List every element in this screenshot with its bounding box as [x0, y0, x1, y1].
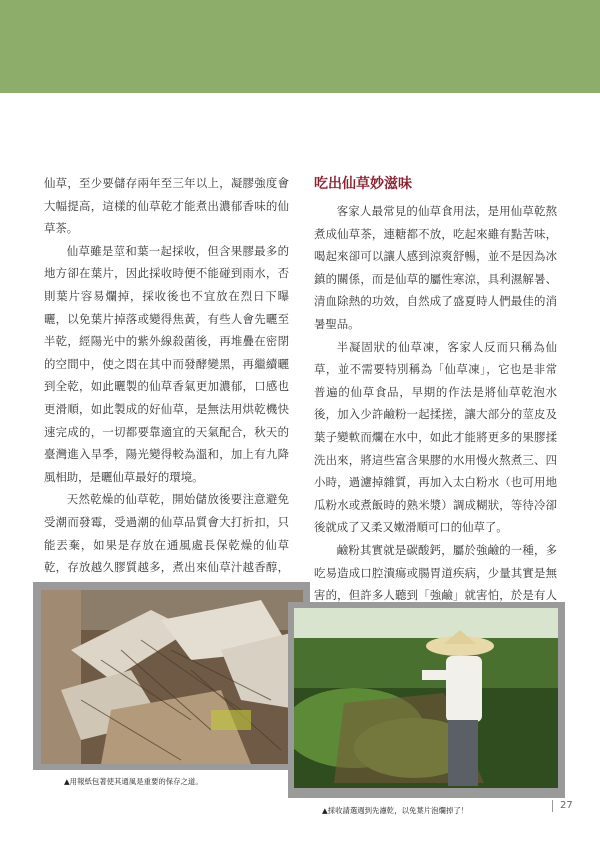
right-column — [314, 200, 557, 629]
farmer-in-field-photo — [294, 608, 558, 788]
header-band — [0, 0, 600, 93]
paragraph: 半凝固狀的仙草凍，客家人反而只稱為仙草，並不需要特別稱為「仙草凍」，它也是非常普遍的仙草食品，早期的作法是將仙草乾泡水後，加入少許鹼粉一起揉搓，讓大部分的莖皮及葉子變軟而爛在水中，如此才能將更多的果膠揉洗出來，將這些富含果膠的水用慢火熬煮三、四小時，過濾掉雜質，再加入太白粉水（也可用地瓜粉水或煮飯時的熟米漿）調成糊狀，等待冷卻後就成了又柔又嫩滑順可口的仙草了。 — [314, 339, 557, 535]
left-column — [44, 172, 289, 624]
section-heading: 吃出仙草妙滋味 — [314, 176, 412, 192]
photo-caption: ▲用報紙包著使其通風是重要的保存之道。 — [64, 777, 203, 786]
paragraph: 鹼粉其實就是碳酸鈣，屬於強鹼的一種，多吃易造成口腔潰瘍或腸胃道疾病，少量其實是無害的，但許多人聽到「強鹼」就害怕，於是有人 — [314, 542, 557, 603]
paragraph: 天然乾燥的仙草乾，開始儲放後要注意避免受潮而發霉，受過潮的仙草品質會大打折扣，只能丟棄，如果是存放在通風處長保乾燥的仙草乾，存放越久膠質越多，煮出來仙草汁越香醇， — [44, 492, 289, 575]
page-number: 27 — [560, 800, 573, 811]
page-number-divider — [552, 800, 553, 812]
bundled-dried-herb-photo — [41, 590, 303, 764]
paragraph: 仙草，至少要儲存兩年至三年以上，凝膠強度會大幅提高，這樣的仙草乾才能煮出濃郁香味的仙草茶。 — [44, 176, 289, 236]
paragraph: 仙草雖是莖和葉一起採收，但含果膠最多的地方卻在葉片，因此採收時便不能碰到雨水，否則葉片容易爛掉，採收後也不宜放在烈日下曝曬，以免葉片掉落或變得焦黃，有些人會先曬至半乾，經陽光中的紫外線殺菌後，再堆疊在密閉的空間中，使之悶在其中而發酵變黑，再繼續曬到全乾，如此曬製的仙草香氣更加濃郁，口感也更滑順，如此製成的好仙草，是無法用烘乾機快速完成的，一切都要靠適宜的天氣配合，秋天的臺灣進入旱季，陽光變得較為溫和，加上有九降風相助，是曬仙草最好的環境。 — [44, 243, 289, 484]
paragraph: 客家人最常見的仙草食用法，是用仙草乾熬煮成仙草茶，連糖都不放，吃起來雖有點苦味，喝起來卻可以讓人感到涼爽舒暢，並不是因為冰鎮的關係，而是仙草的屬性寒涼，具利濕解暑、清血除熱的功效，自然成了盛夏時人們最佳的消暑聖品。 — [314, 204, 557, 331]
photo-caption: ▲採收請選週到先濾乾，以免葉片泡爛掉了！ — [322, 806, 469, 815]
